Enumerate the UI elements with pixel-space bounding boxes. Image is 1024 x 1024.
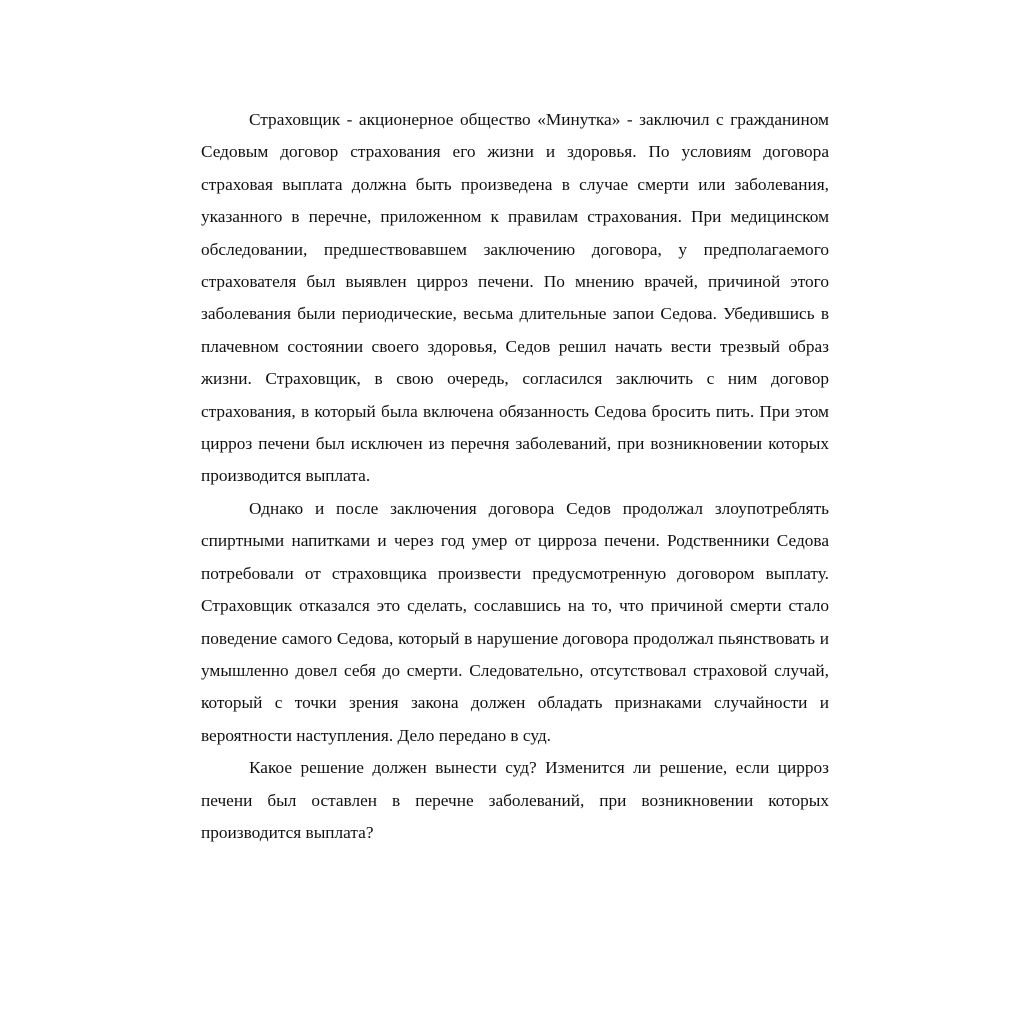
- paragraph-dispute: Однако и после заключения договора Седов продолжал злоупотреблять спиртными напитками и через год умер от цирроза печени. Родственники Седова потребовали от страховщика произвести предусмотренную договором выплату. Страховщик отказался это сделать, сославшись на то, что причиной смерти стало поведение самого Седова, который в нарушение договора продолжал пьянствовать и умышленно довел себя до смерти. Следовательно, отсутствовал страховой случай, который с точки зрения закона должен обладать признаками случайности и вероятности наступления. Дело передано в суд.: [201, 498, 829, 745]
- paragraph-case-facts: Страховщик - акционерное общество «Минутка» - заключил с гражданином Седовым договор страхования его жизни и здоровья. По условиям договора страховая выплата должна быть произведена в случае смерти или заболевания, указанного в перечне, приложенном к правилам страхования. При медицинском обследовании, предшествовавшем заключению договора, у предполагаемого страхователя был выявлен цирроз печени. По мнению врачей, причиной этого заболевания были периодические, весьма длительные запои Седова. Убедившись в плачевном состоянии своего здоровья, Седов решил начать вести трезвый образ жизни. Страховщик, в свою очередь, согласился заключить с ним договор страхования, в который была включена обязанность Седова бросить пить. При этом цирроз печени был исключен из перечня заболеваний, при возникновении которых производится выплата.: [201, 110, 829, 486]
- document-body: [201, 104, 829, 849]
- paragraph-question: Какое решение должен вынести суд? Изменится ли решение, если цирроз печени был оставлен в перечне заболеваний, при возникновении которых производится выплата?: [201, 758, 829, 842]
